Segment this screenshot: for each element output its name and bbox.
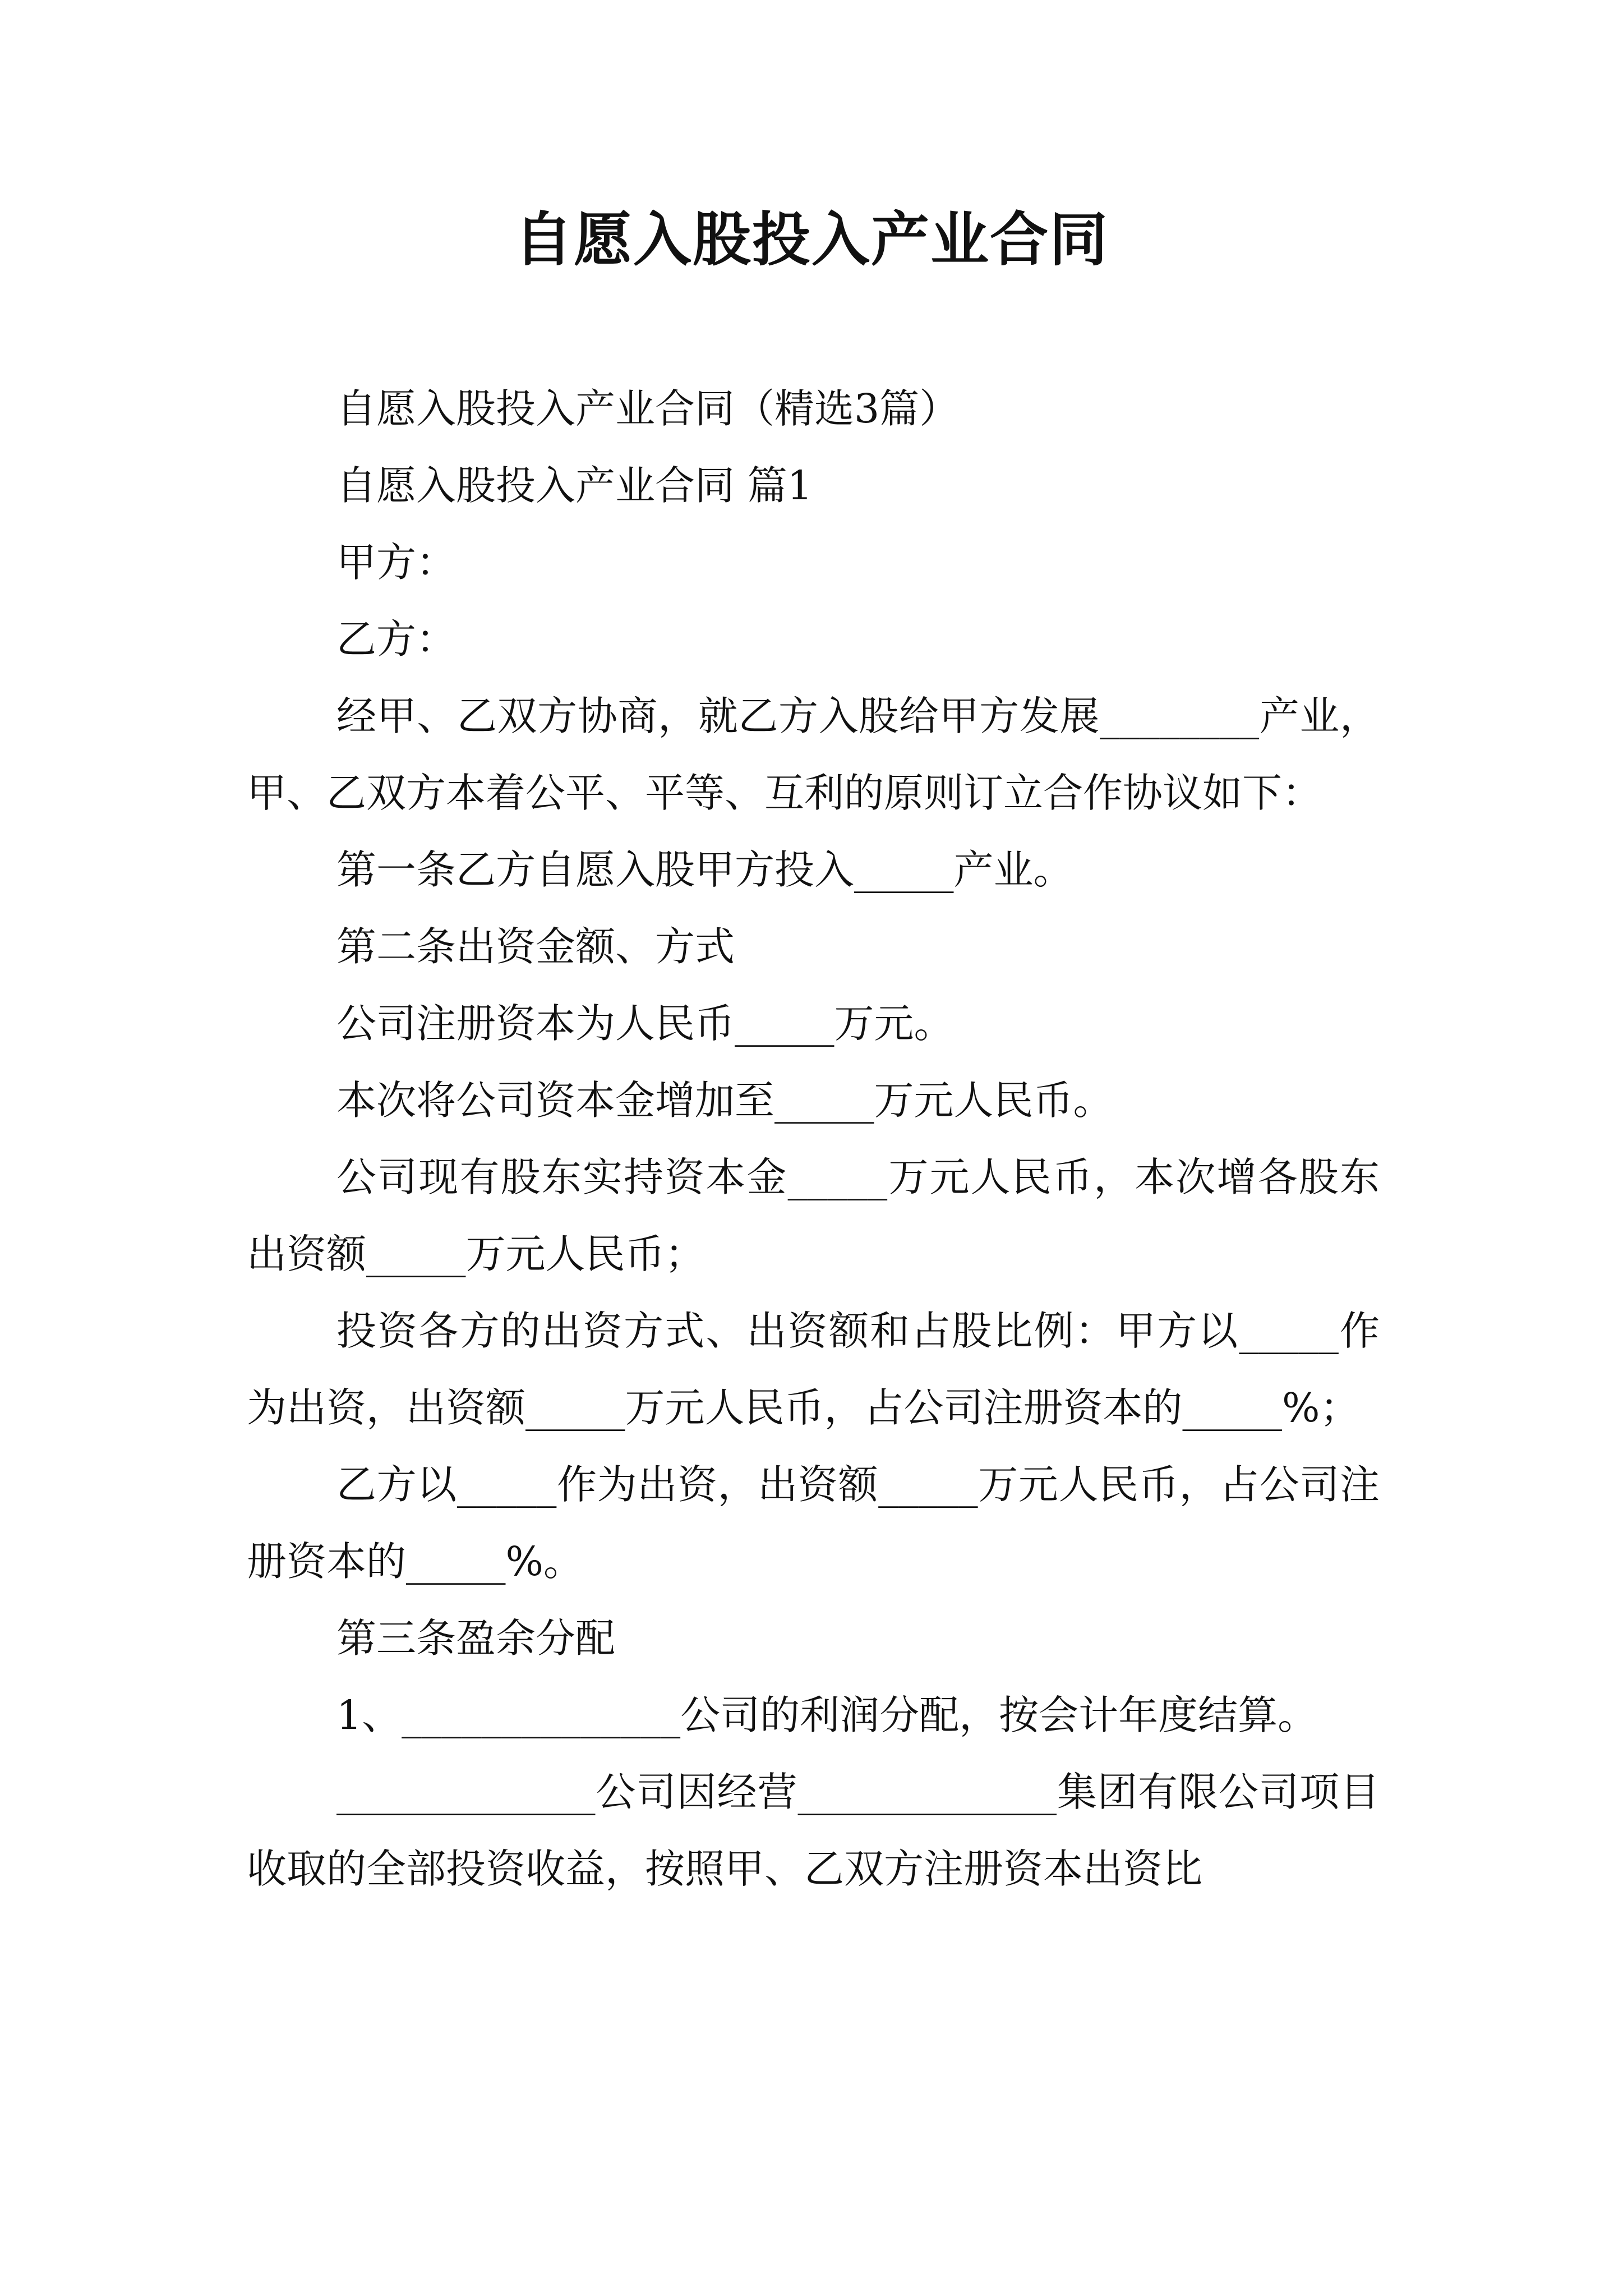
paragraph-article-2-heading: 第二条出资金额、方式 — [336, 923, 735, 970]
paragraph-profit-distribution: 1、______________公司的利润分配，按会计年度结算。 — [336, 1692, 1318, 1738]
paragraph-capital-increase: 本次将公司资本金增加至_____万元人民币。 — [336, 1077, 1113, 1124]
paragraph-party-b: 乙方： — [336, 616, 457, 662]
document-body — [247, 370, 1380, 1907]
paragraph-existing-capital: 公司现有股东实持资本金_____万元人民币，本次增各股东出资额_____万元人民币； — [247, 1154, 1380, 1277]
paragraph-party-a: 甲方： — [336, 539, 457, 586]
paragraph-article-1: 第一条乙方自愿入股甲方投入_____产业。 — [336, 846, 1073, 893]
paragraph-party-a-contribution: 投资各方的出资方式、出资额和占股比例：甲方以_____作为出资，出资额_____万元人民币，占公司注册资本的_____%； — [247, 1308, 1380, 1431]
document-title: 自愿入股投入产业合同 — [514, 205, 1109, 274]
paragraph-investment-income: _____________公司因经营_____________集团有限公司项目收取的全部投资收益，按照甲、乙双方注册资本出资比 — [247, 1769, 1380, 1892]
paragraph-article-3-heading: 第三条盈余分配 — [336, 1615, 616, 1662]
paragraph-preamble: 经甲、乙双方协商，就乙方入股给甲方发展________产业，甲、乙双方本着公平、平等、互利的原则订立合作协议如下： — [247, 693, 1380, 816]
paragraph-party-b-contribution: 乙方以_____作为出资，出资额_____万元人民币，占公司注册资本的_____%。 — [247, 1461, 1380, 1585]
paragraph-registered-capital: 公司注册资本为人民币_____万元。 — [336, 1000, 954, 1047]
paragraph-section-heading: 自愿入股投入产业合同 篇1 — [336, 462, 813, 509]
paragraph-subtitle: 自愿入股投入产业合同（精选3篇） — [336, 385, 960, 432]
